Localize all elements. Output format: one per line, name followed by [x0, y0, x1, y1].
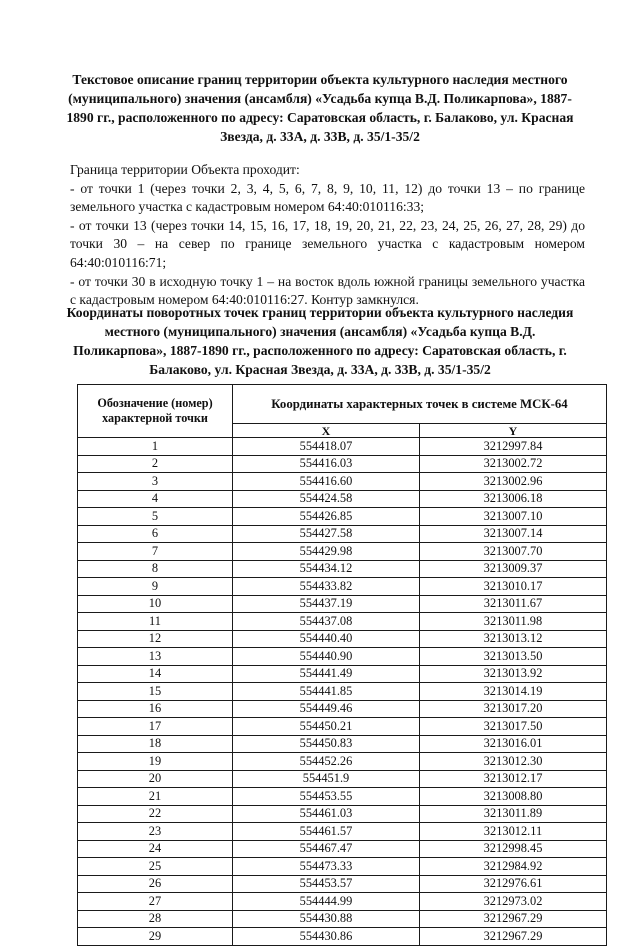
- y-coordinate-cell: 3213012.11: [420, 823, 607, 841]
- y-coordinate-cell: 3213011.89: [420, 805, 607, 823]
- y-coordinate-cell: 3213012.30: [420, 753, 607, 771]
- coordinates-title: Координаты поворотных точек границ территории объекта культурного наследия местного (муниципального) значения (ансамбля) «Усадьба купца В.Д. Поликарпова», 1887-1890 гг., расположенного по адресу: Саратовская область, г. Балаково, ул. Красная Звезда, д. 33А, д. 33В, д. 35/1-35/2: [66, 305, 574, 377]
- y-coordinate-cell: 3212984.92: [420, 858, 607, 876]
- point-number-cell: 11: [78, 613, 233, 631]
- point-number-cell: 15: [78, 683, 233, 701]
- x-coordinate-cell: 554473.33: [233, 858, 420, 876]
- x-coordinate-cell: 554441.85: [233, 683, 420, 701]
- y-coordinate-cell: 3212976.61: [420, 875, 607, 893]
- y-coordinate-cell: 3212997.84: [420, 438, 607, 456]
- x-coordinate-cell: 554441.49: [233, 665, 420, 683]
- table-row: [78, 595, 607, 613]
- point-number-cell: 26: [78, 875, 233, 893]
- description-paragraph: - от точки 13 (через точки 14, 15, 16, 17, 18, 19, 20, 21, 22, 23, 24, 25, 26, 27, 28, 29) до точки 30 – на север по границе земельного участка с кадастровым номером 64:40:010116:71;: [70, 217, 585, 270]
- y-coordinate-cell: 3213002.72: [420, 455, 607, 473]
- point-number-cell: 28: [78, 910, 233, 928]
- table-row: [78, 928, 607, 946]
- point-number-cell: 10: [78, 595, 233, 613]
- table-row: [78, 683, 607, 701]
- table-row: [78, 543, 607, 561]
- description-paragraph: - от точки 30 в исходную точку 1 – на восток вдоль южной границы земельного участка с кадастровым номером 64:40:010116:27. Контур замкнулся.: [70, 273, 585, 308]
- y-coordinate-cell: 3213014.19: [420, 683, 607, 701]
- table-row: [78, 525, 607, 543]
- column-header-x: X: [233, 424, 420, 438]
- y-coordinate-cell: 3213007.70: [420, 543, 607, 561]
- y-coordinate-cell: 3213010.17: [420, 578, 607, 596]
- table-row: [78, 578, 607, 596]
- point-number-cell: 4: [78, 490, 233, 508]
- table-row: [78, 735, 607, 753]
- y-coordinate-cell: 3213011.98: [420, 613, 607, 631]
- x-coordinate-cell: 554452.26: [233, 753, 420, 771]
- x-coordinate-cell: 554451.9: [233, 770, 420, 788]
- x-coordinate-cell: 554424.58: [233, 490, 420, 508]
- description-title: Текстовое описание границ территории объекта культурного наследия местного (муниципального) значения (ансамбля) «Усадьба купца В.Д. Поликарпова», 1887-1890 гг., расположенного по адресу: Саратовская область, г. Балаково, ул. Красная Звезда, д. 33А, д. 33В, д. 35/1-35/2: [66, 72, 574, 144]
- y-coordinate-cell: 3213011.67: [420, 595, 607, 613]
- y-coordinate-cell: 3212973.02: [420, 893, 607, 911]
- point-number-cell: 13: [78, 648, 233, 666]
- x-coordinate-cell: 554450.83: [233, 735, 420, 753]
- x-coordinate-cell: 554437.08: [233, 613, 420, 631]
- x-coordinate-cell: 554430.88: [233, 910, 420, 928]
- point-number-cell: 27: [78, 893, 233, 911]
- point-number-cell: 7: [78, 543, 233, 561]
- point-number-cell: 16: [78, 700, 233, 718]
- point-number-cell: 3: [78, 473, 233, 491]
- x-coordinate-cell: 554416.60: [233, 473, 420, 491]
- point-number-cell: 20: [78, 770, 233, 788]
- x-coordinate-cell: 554461.57: [233, 823, 420, 841]
- point-number-cell: 8: [78, 560, 233, 578]
- y-coordinate-cell: 3213013.92: [420, 665, 607, 683]
- table-row: [78, 718, 607, 736]
- y-coordinate-cell: 3213013.50: [420, 648, 607, 666]
- point-number-cell: 9: [78, 578, 233, 596]
- point-number-cell: 5: [78, 508, 233, 526]
- point-number-cell: 19: [78, 753, 233, 771]
- table-row: [78, 753, 607, 771]
- column-header-coordinate-system: Координаты характерных точек в системе МСК-64: [233, 385, 607, 424]
- y-coordinate-cell: 3213002.96: [420, 473, 607, 491]
- point-number-cell: 14: [78, 665, 233, 683]
- x-coordinate-cell: 554416.03: [233, 455, 420, 473]
- y-coordinate-cell: 3213017.50: [420, 718, 607, 736]
- x-coordinate-cell: 554467.47: [233, 840, 420, 858]
- table-row: [78, 700, 607, 718]
- y-coordinate-cell: 3213012.17: [420, 770, 607, 788]
- table-row: [78, 893, 607, 911]
- point-number-cell: 25: [78, 858, 233, 876]
- table-row: [78, 910, 607, 928]
- x-coordinate-cell: 554426.85: [233, 508, 420, 526]
- table-row: [78, 630, 607, 648]
- y-coordinate-cell: 3213007.14: [420, 525, 607, 543]
- y-coordinate-cell: 3213009.37: [420, 560, 607, 578]
- y-coordinate-cell: 3213006.18: [420, 490, 607, 508]
- x-coordinate-cell: 554449.46: [233, 700, 420, 718]
- x-coordinate-cell: 554430.86: [233, 928, 420, 946]
- table-row: [78, 875, 607, 893]
- y-coordinate-cell: 3213013.12: [420, 630, 607, 648]
- x-coordinate-cell: 554461.03: [233, 805, 420, 823]
- table-row: [78, 823, 607, 841]
- description-paragraph: Граница территории Объекта проходит:: [70, 162, 300, 177]
- point-number-cell: 24: [78, 840, 233, 858]
- coordinates-table: [77, 384, 607, 946]
- x-coordinate-cell: 554453.55: [233, 788, 420, 806]
- x-coordinate-cell: 554453.57: [233, 875, 420, 893]
- y-coordinate-cell: 3212967.29: [420, 928, 607, 946]
- y-coordinate-cell: 3212967.29: [420, 910, 607, 928]
- x-coordinate-cell: 554450.21: [233, 718, 420, 736]
- x-coordinate-cell: 554429.98: [233, 543, 420, 561]
- y-coordinate-cell: 3213017.20: [420, 700, 607, 718]
- y-coordinate-cell: 3212998.45: [420, 840, 607, 858]
- coordinates-table-body: [78, 438, 607, 946]
- x-coordinate-cell: 554427.58: [233, 525, 420, 543]
- point-number-cell: 1: [78, 438, 233, 456]
- table-row: [78, 455, 607, 473]
- y-coordinate-cell: 3213007.10: [420, 508, 607, 526]
- point-number-cell: 6: [78, 525, 233, 543]
- x-coordinate-cell: 554418.07: [233, 438, 420, 456]
- x-coordinate-cell: 554433.82: [233, 578, 420, 596]
- point-number-cell: 17: [78, 718, 233, 736]
- table-row: [78, 508, 607, 526]
- point-number-cell: 2: [78, 455, 233, 473]
- x-coordinate-cell: 554444.99: [233, 893, 420, 911]
- y-coordinate-cell: 3213016.01: [420, 735, 607, 753]
- x-coordinate-cell: 554437.19: [233, 595, 420, 613]
- table-row: [78, 665, 607, 683]
- x-coordinate-cell: 554440.90: [233, 648, 420, 666]
- y-coordinate-cell: 3213008.80: [420, 788, 607, 806]
- point-number-cell: 21: [78, 788, 233, 806]
- table-row: [78, 438, 607, 456]
- table-row: [78, 840, 607, 858]
- column-header-y: Y: [420, 424, 607, 438]
- table-row: [78, 648, 607, 666]
- table-row: [78, 613, 607, 631]
- point-number-cell: 18: [78, 735, 233, 753]
- point-number-cell: 12: [78, 630, 233, 648]
- point-number-cell: 23: [78, 823, 233, 841]
- table-row: [78, 805, 607, 823]
- table-row: [78, 770, 607, 788]
- column-header-point: Обозначение (номер) характерной точки: [78, 385, 233, 438]
- table-row: [78, 473, 607, 491]
- point-number-cell: 29: [78, 928, 233, 946]
- x-coordinate-cell: 554440.40: [233, 630, 420, 648]
- table-row: [78, 788, 607, 806]
- table-row: [78, 858, 607, 876]
- boundary-description: [70, 161, 585, 310]
- description-paragraph: - от точки 1 (через точки 2, 3, 4, 5, 6, 7, 8, 9, 10, 11, 12) до точки 13 – по границе земельного участка с кадастровым номером 64:40:010116:33;: [70, 180, 585, 215]
- table-row: [78, 560, 607, 578]
- table-row: [78, 490, 607, 508]
- point-number-cell: 22: [78, 805, 233, 823]
- x-coordinate-cell: 554434.12: [233, 560, 420, 578]
